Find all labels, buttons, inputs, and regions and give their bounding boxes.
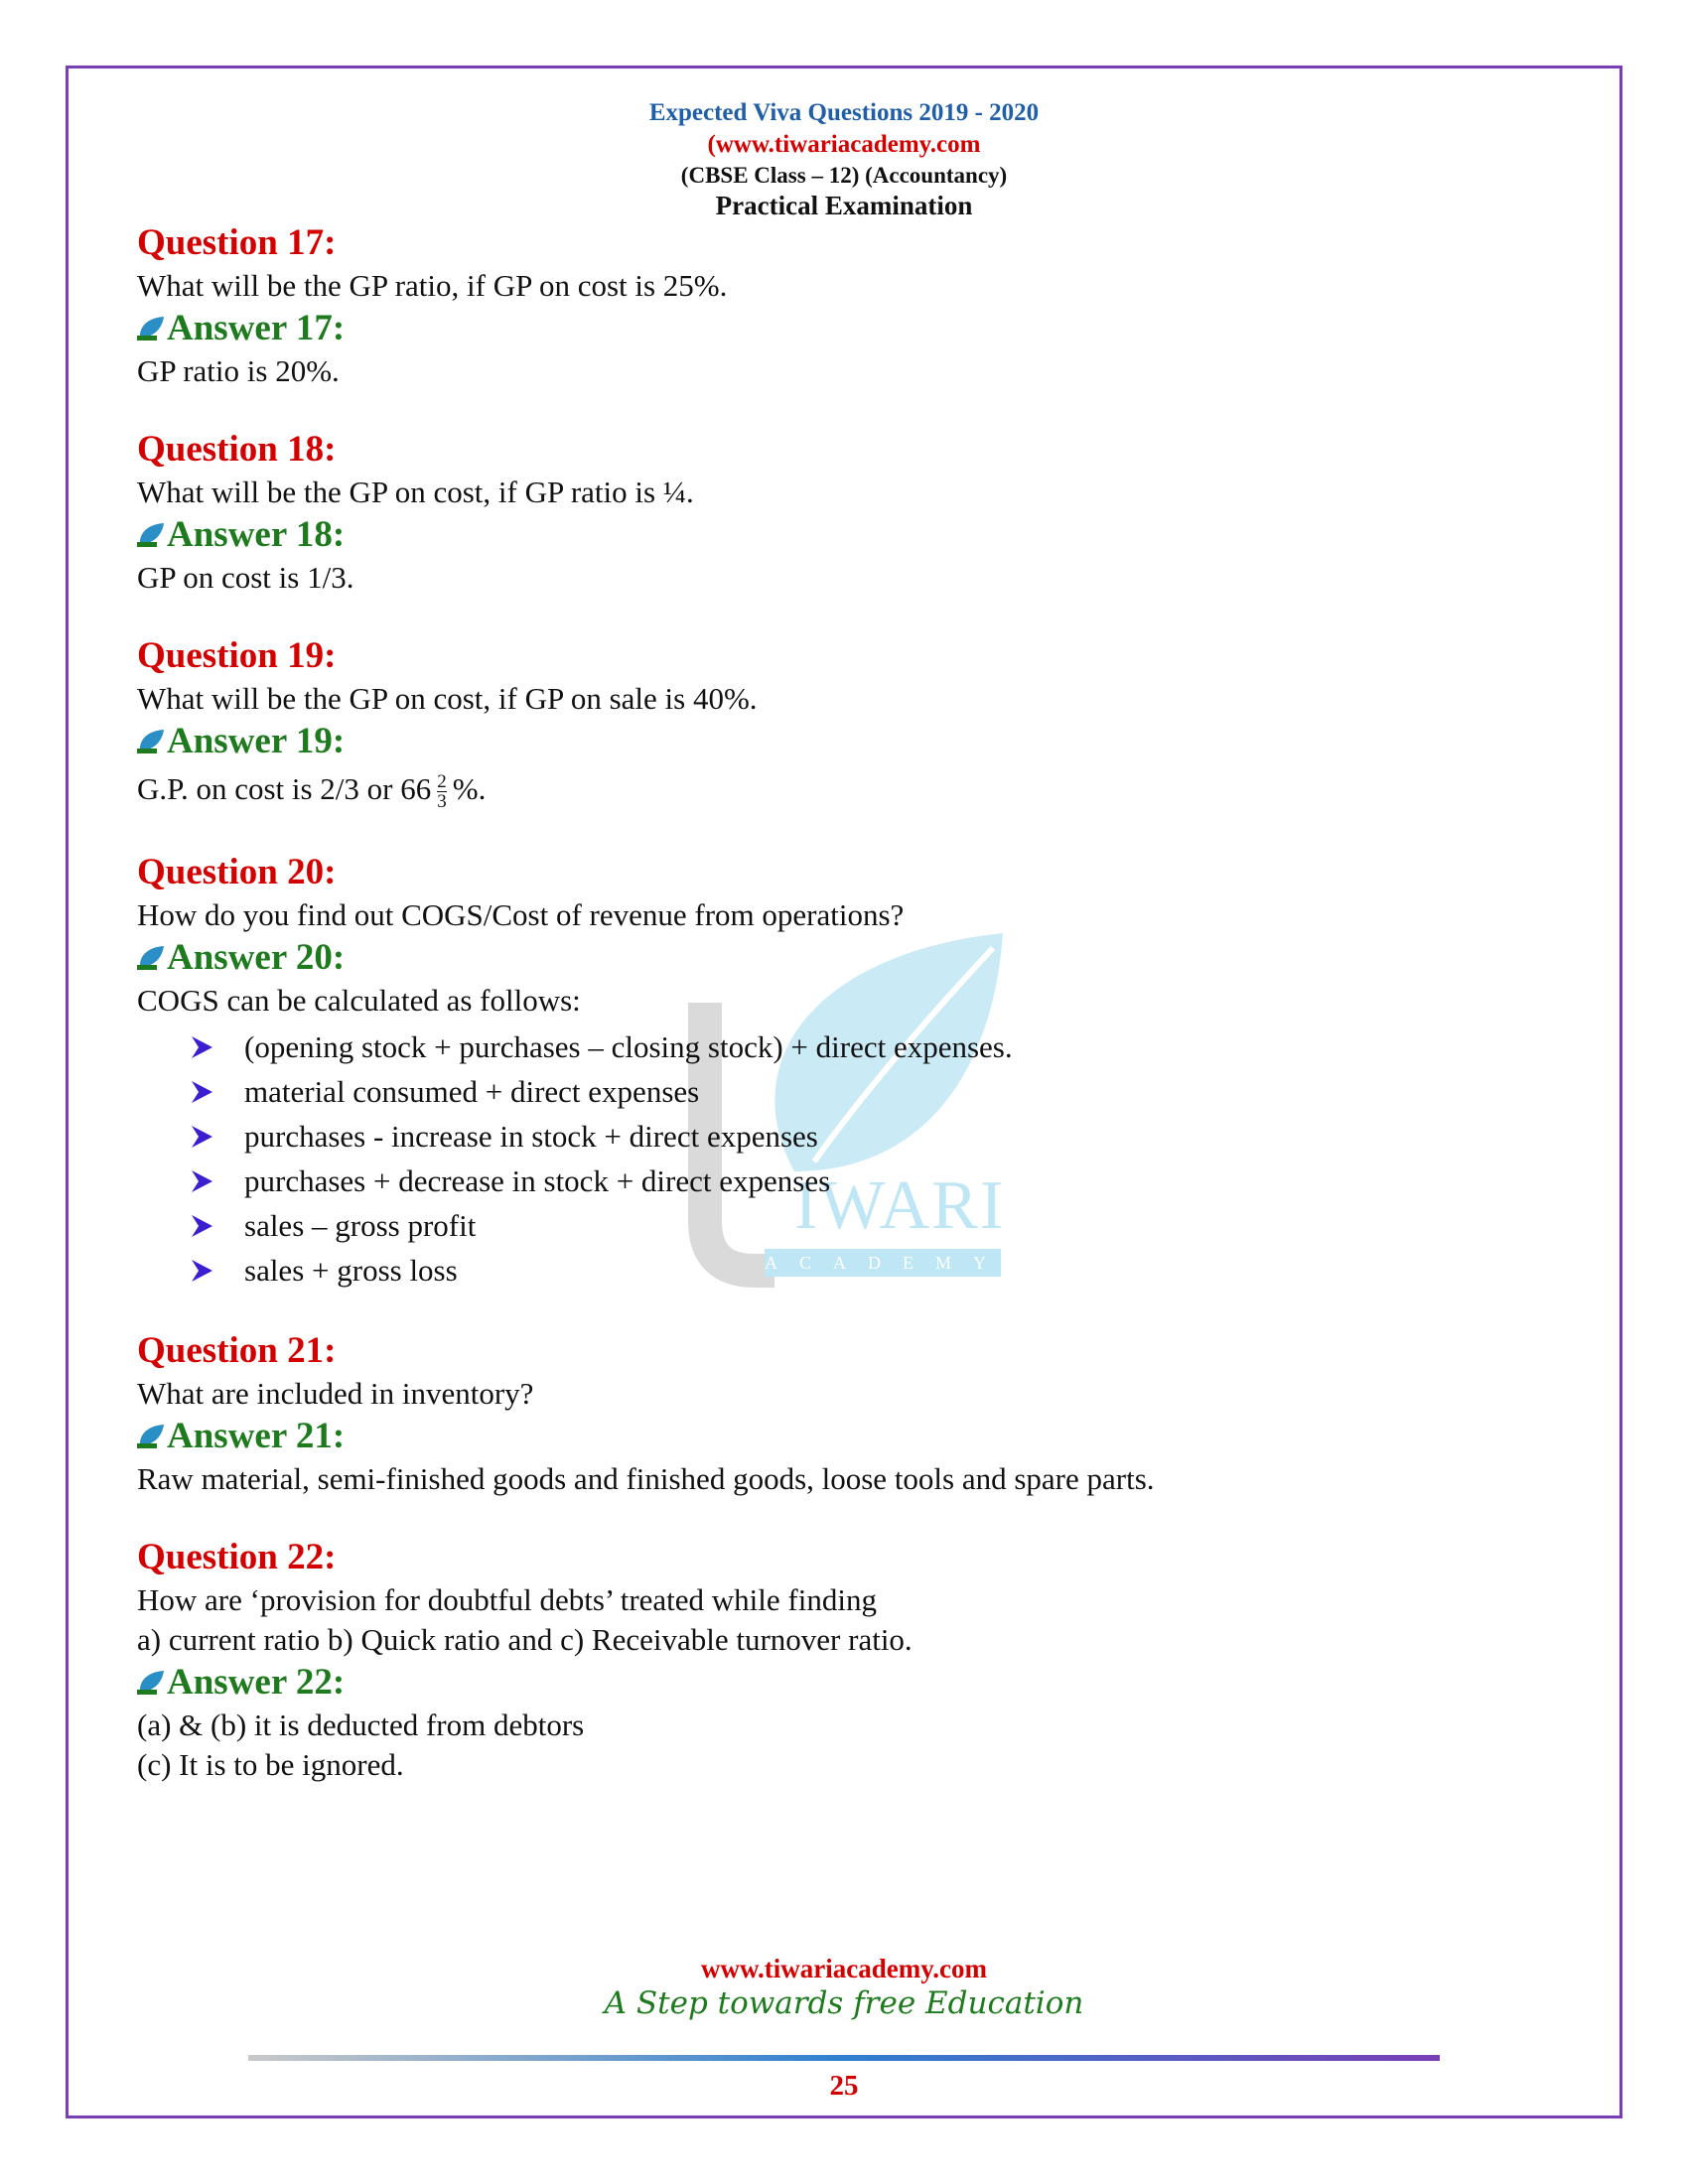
answer-text-after: %.	[452, 771, 487, 806]
question-title: Question 21:	[137, 1330, 337, 1371]
tiwari-leaf-icon	[137, 316, 165, 341]
tiwari-leaf-icon	[137, 945, 165, 971]
header-site: (www.tiwariacademy.com	[707, 131, 981, 158]
qa-item-20	[137, 850, 1547, 1293]
qa-item-22	[137, 1535, 1547, 1785]
qa-item-21	[137, 1328, 1547, 1499]
answer-heading	[137, 306, 1547, 351]
tiwari-leaf-icon	[137, 1670, 165, 1696]
answer-text-line-1: (a) & (b) it is deducted from debtors	[137, 1707, 585, 1742]
list-item-text: sales + gross loss	[244, 1252, 458, 1288]
question-title: Question 17:	[137, 222, 337, 263]
arrow-bullet-icon	[189, 1213, 214, 1239]
answer-heading	[137, 1414, 1547, 1459]
fraction-denominator: 3	[437, 791, 447, 813]
question-title: Question 22:	[137, 1537, 337, 1577]
question-text: What will be the GP ratio, if GP on cost is 25%.	[137, 268, 728, 303]
arrow-bullet-icon	[189, 1124, 214, 1150]
list-item	[189, 1203, 1547, 1248]
question-text: What are included in inventory?	[137, 1376, 534, 1411]
header-title: Expected Viva Questions 2019 - 2020	[648, 99, 1040, 126]
answer-heading	[137, 512, 1547, 558]
list-item-text: purchases - increase in stock + direct expenses	[244, 1118, 818, 1154]
answer-text: GP ratio is 20%.	[137, 353, 340, 388]
answer-text: Raw material, semi-finished goods and finished goods, loose tools and spare parts.	[137, 1461, 1155, 1496]
list-item-text: sales – gross profit	[244, 1207, 477, 1243]
list-item	[189, 1114, 1547, 1159]
answer-title: Answer 22:	[167, 1662, 346, 1703]
page-number: 25	[829, 2070, 859, 2102]
footer-divider	[248, 2055, 1440, 2061]
tiwari-leaf-icon	[137, 729, 165, 754]
watermark-sub: ACADEMY	[765, 1249, 1001, 1277]
question-title: Question 20:	[137, 852, 337, 892]
arrow-bullet-icon	[189, 1258, 214, 1284]
answer-text-before: G.P. on cost is 2/3 or 66	[137, 771, 432, 806]
qa-item-17	[137, 220, 1547, 391]
question-text: What will be the GP on cost, if GP on sale is 40%.	[137, 681, 758, 716]
footer-site-link[interactable]: www.tiwariacademy.com	[701, 1954, 987, 1983]
list-item	[189, 1069, 1547, 1114]
header-exam: Practical Examination	[715, 191, 973, 220]
watermark-word: IWARI	[794, 1167, 1006, 1244]
list-item	[189, 1248, 1547, 1293]
qa-item-19	[137, 633, 1547, 814]
header-class-line: (CBSE Class – 12) (Accountancy)	[680, 163, 1008, 188]
answer-title: Answer 17:	[167, 308, 346, 348]
cogs-formula-list	[137, 1024, 1547, 1293]
answer-heading	[137, 935, 1547, 981]
question-text-line-2: a) current ratio b) Quick ratio and c) Receivable turnover ratio.	[137, 1622, 913, 1657]
answer-title: Answer 20:	[167, 937, 346, 978]
question-text: How do you find out COGS/Cost of revenue from operations?	[137, 897, 905, 932]
answer-title: Answer 18:	[167, 514, 346, 555]
question-text: What will be the GP on cost, if GP ratio is ¼.	[137, 475, 694, 509]
arrow-bullet-icon	[189, 1079, 214, 1105]
list-item-text: (opening stock + purchases – closing stock) + direct expenses.	[244, 1028, 1013, 1064]
list-item-text: purchases + decrease in stock + direct expenses	[244, 1162, 831, 1198]
answer-text-line-2: (c) It is to be ignored.	[137, 1747, 404, 1782]
list-item	[189, 1024, 1547, 1069]
footer-tagline: A Step towards free Education	[604, 1985, 1084, 2021]
question-title: Question 18:	[137, 429, 337, 470]
question-text-line-1: How are ‘provision for doubtful debts’ treated while finding	[137, 1582, 877, 1617]
answer-heading	[137, 719, 1547, 764]
list-item-text: material consumed + direct expenses	[244, 1073, 700, 1109]
answer-text: COGS can be calculated as follows:	[137, 983, 581, 1018]
answer-title: Answer 21:	[167, 1416, 346, 1456]
list-item	[189, 1159, 1547, 1203]
answer-text: GP on cost is 1/3.	[137, 560, 354, 595]
arrow-bullet-icon	[189, 1168, 214, 1194]
qa-content	[137, 220, 1547, 1821]
answer-heading	[137, 1660, 1547, 1706]
question-title: Question 19:	[137, 635, 337, 676]
tiwari-leaf-icon	[137, 522, 165, 548]
answer-text	[137, 764, 1547, 814]
fraction	[437, 772, 447, 811]
fraction-numerator: 2	[437, 771, 447, 793]
qa-item-18	[137, 427, 1547, 598]
arrow-bullet-icon	[189, 1034, 214, 1060]
tiwari-leaf-icon	[137, 1424, 165, 1449]
answer-title: Answer 19:	[167, 721, 346, 761]
